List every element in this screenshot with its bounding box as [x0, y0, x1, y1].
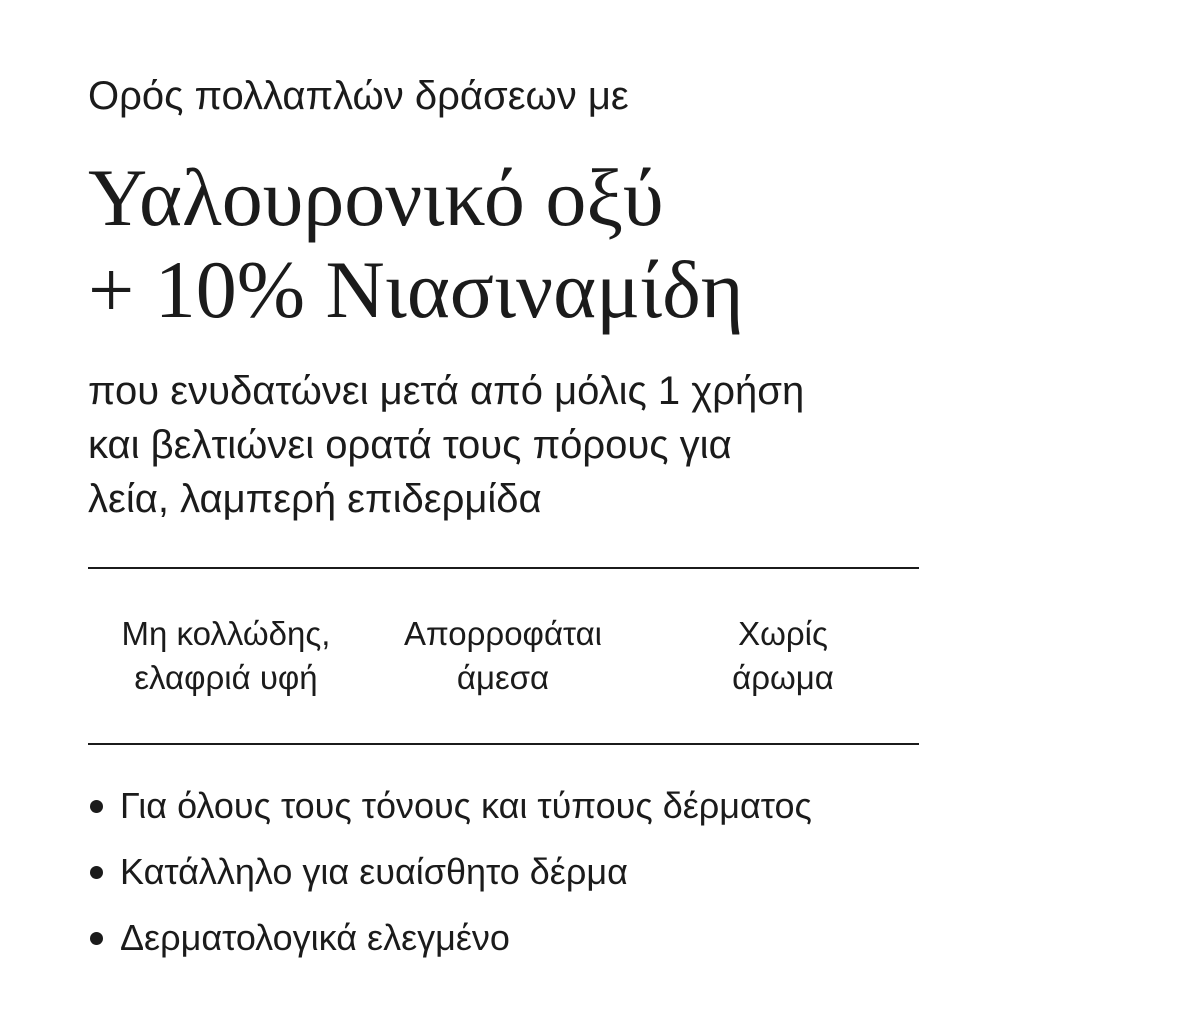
feature-texture-line-2: ελαφριά υφή — [134, 659, 318, 696]
bullet-icon — [90, 800, 103, 813]
feature-absorption-line-2: άμεσα — [456, 659, 550, 696]
divider-bottom — [88, 743, 919, 745]
list-item — [88, 850, 812, 894]
list-item-text: Για όλους τους τόνους και τύπους δέρματος — [120, 785, 812, 826]
feature-row — [88, 612, 919, 712]
bullet-icon — [90, 932, 103, 945]
list-item — [88, 784, 812, 828]
feature-fragrance-free — [673, 612, 893, 700]
feature-fragrance-free-line-2: άρωμα — [732, 659, 834, 696]
feature-fragrance-free-line-1: Χωρίς — [738, 615, 828, 652]
subtitle-line-1: που ενυδατώνει μετά από μόλις 1 χρήση — [88, 369, 805, 413]
list-item — [88, 916, 812, 960]
product-eyebrow: Ορός πολλαπλών δράσεων με — [88, 74, 629, 118]
benefit-list — [88, 784, 812, 982]
product-headline — [88, 152, 744, 336]
headline-line-1: Υαλουρονικό οξύ — [88, 152, 664, 243]
headline-line-2: + 10% Νιασιναμίδη — [88, 244, 744, 335]
feature-absorption — [383, 612, 623, 700]
feature-texture — [106, 612, 346, 700]
product-subtitle — [88, 364, 988, 526]
bullet-icon — [90, 866, 103, 879]
subtitle-line-3: λεία, λαμπερή επιδερμίδα — [88, 477, 542, 521]
divider-top — [88, 567, 919, 569]
subtitle-line-2: και βελτιώνει ορατά τους πόρους για — [88, 423, 732, 467]
list-item-text: Δερματολογικά ελεγμένο — [120, 917, 510, 958]
feature-absorption-line-1: Απορροφάται — [403, 615, 603, 652]
feature-texture-line-1: Μη κολλώδης, — [121, 615, 331, 652]
list-item-text: Κατάλληλο για ευαίσθητο δέρμα — [120, 851, 628, 892]
